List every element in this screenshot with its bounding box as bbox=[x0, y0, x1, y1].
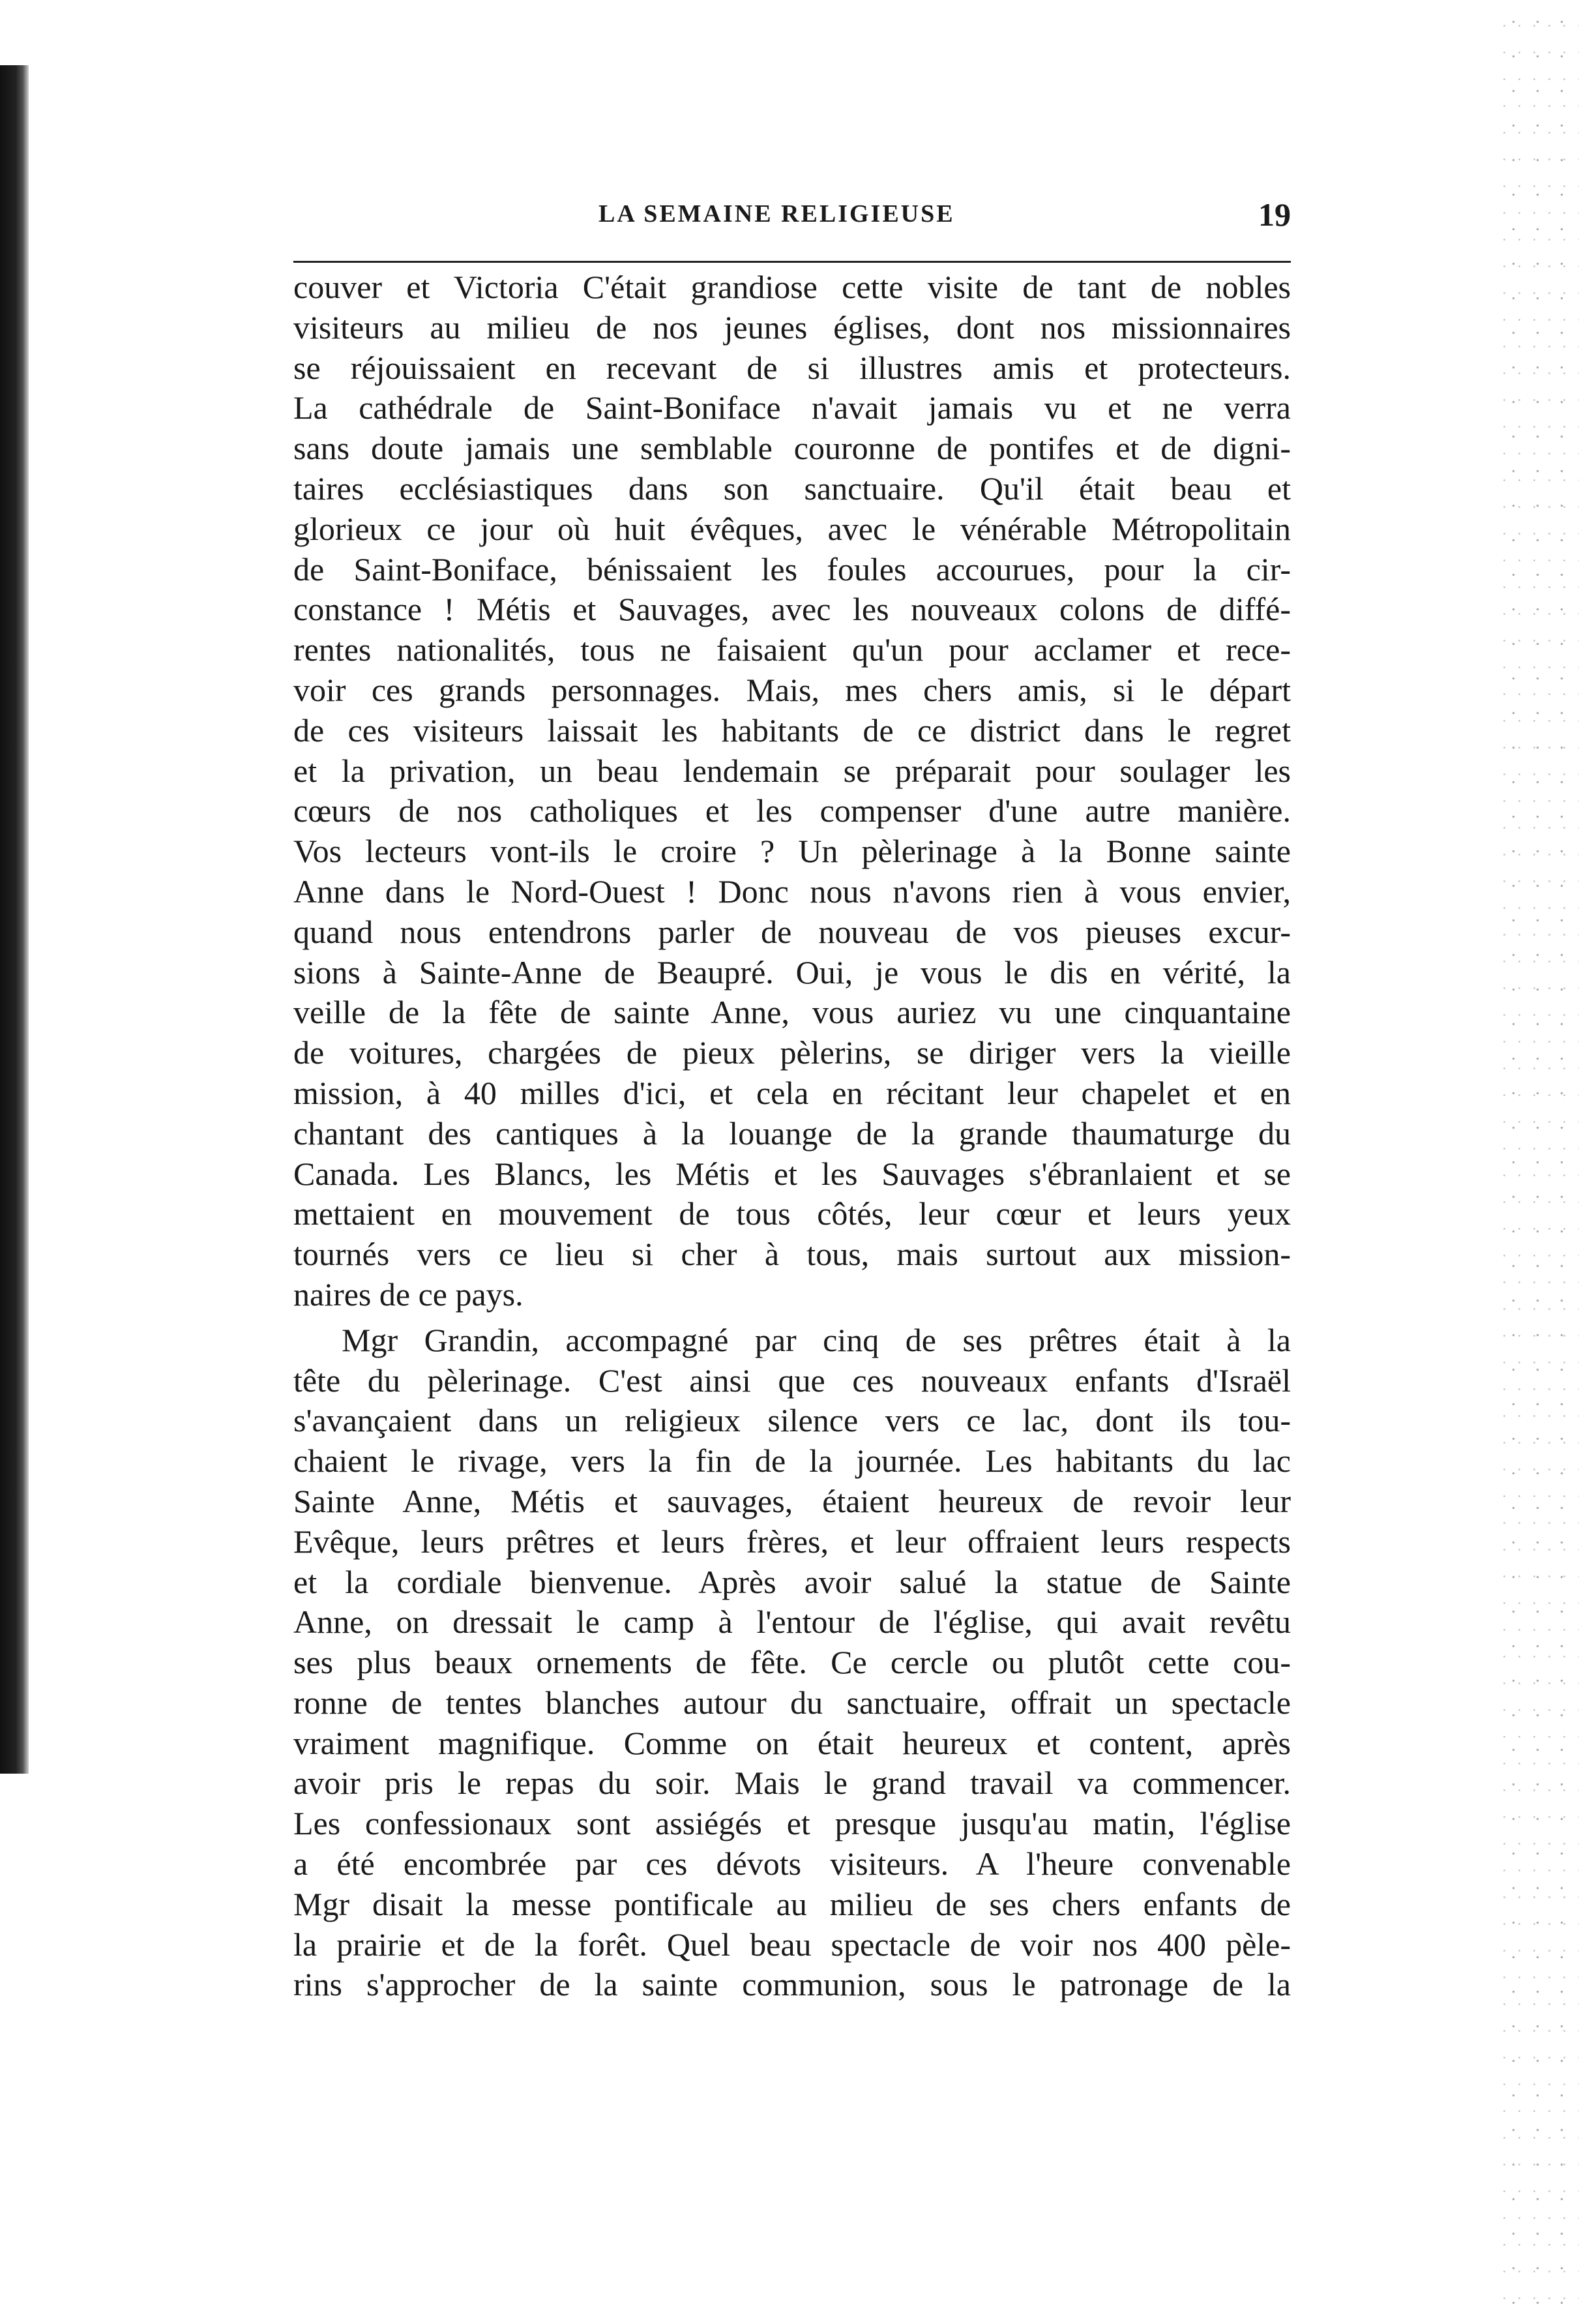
page-edge-speckles bbox=[1494, 0, 1579, 2324]
text-line: de voitures, chargées de pieux pèlerins, se diriger vers la vieille bbox=[293, 1034, 1291, 1071]
text-line: se réjouissaient en recevant de si illustres amis et protecteurs. bbox=[293, 349, 1291, 386]
text-line: Les confessionaux sont assiégés et presque jusqu'au matin, l'église bbox=[293, 1805, 1291, 1842]
header-rule bbox=[293, 261, 1291, 263]
text-line: vraiment magnifique. Comme on était heureux et content, après bbox=[293, 1724, 1291, 1761]
text-line: Anne dans le Nord-Ouest ! Donc nous n'avons rien à vous envier, bbox=[293, 872, 1291, 910]
text-line: et la cordiale bienvenue. Après avoir salué la statue de Sainte bbox=[293, 1563, 1291, 1600]
text-line: La cathédrale de Saint-Boniface n'avait jamais vu et ne verra bbox=[293, 389, 1291, 426]
text-line: veille de la fête de sainte Anne, vous auriez vu une cinquantaine bbox=[293, 994, 1291, 1031]
text-line: Mgr Grandin, accompagné par cinq de ses prêtres était à la bbox=[342, 1321, 1291, 1358]
page-header bbox=[293, 196, 1291, 239]
text-line: s'avançaient dans un religieux silence vers ce lac, dont ils tou- bbox=[293, 1402, 1291, 1439]
text-line: glorieux ce jour où huit évêques, avec le vénérable Métropolitain bbox=[293, 510, 1291, 547]
page-number: 19 bbox=[1258, 196, 1291, 233]
text-line: voir ces grands personnages. Mais, mes chers amis, si le départ bbox=[293, 671, 1291, 708]
text-line: Canada. Les Blancs, les Métis et les Sauvages s'ébranlaient et se bbox=[293, 1155, 1291, 1192]
text-line: tête du pèlerinage. C'est ainsi que ces nouveaux enfants d'Israël bbox=[293, 1362, 1291, 1399]
text-line: quand nous entendrons parler de nouveau de vos pieuses excur- bbox=[293, 913, 1291, 950]
text-line: ses plus beaux ornements de fête. Ce cercle ou plutôt cette cou- bbox=[293, 1644, 1291, 1681]
text-line: constance ! Métis et Sauvages, avec les nouveaux colons de diffé- bbox=[293, 591, 1291, 628]
text-line: taires ecclésiastiques dans son sanctuaire. Qu'il était beau et bbox=[293, 469, 1291, 507]
text-line: mettaient en mouvement de tous côtés, leur cœur et leurs yeux bbox=[293, 1195, 1291, 1232]
text-line: naires de ce pays. bbox=[293, 1275, 524, 1313]
text-line: de Saint-Boniface, bénissaient les foules accourues, pour la cir- bbox=[293, 550, 1291, 588]
text-line: la prairie et de la forêt. Quel beau spectacle de voir nos 400 pèle- bbox=[293, 1926, 1291, 1963]
text-line: chantant des cantiques à la louange de la grande thaumaturge du bbox=[293, 1114, 1291, 1152]
text-line: de ces visiteurs laissait les habitants de ce district dans le regret bbox=[293, 711, 1291, 749]
text-line: a été encombrée par ces dévots visiteurs. A l'heure convenable bbox=[293, 1845, 1291, 1883]
text-line: couver et Victoria C'était grandiose cette visite de tant de nobles bbox=[293, 269, 1291, 305]
running-title: LA SEMAINE RELIGIEUSE bbox=[598, 200, 955, 228]
text-line: Mgr disait la messe pontificale au milieu de ses chers enfants de bbox=[293, 1885, 1291, 1922]
text-line: chaient le rivage, vers la fin de la journée. Les habitants du lac bbox=[293, 1442, 1291, 1480]
text-line: avoir pris le repas du soir. Mais le grand travail va commencer. bbox=[293, 1765, 1291, 1802]
paragraph-gap bbox=[293, 1315, 1291, 1320]
paragraph-1 bbox=[293, 267, 1291, 1315]
text-line: mission, à 40 milles d'ici, et cela en récitant leur chapelet et en bbox=[293, 1074, 1291, 1111]
article-body bbox=[293, 267, 1291, 2005]
text-line: Sainte Anne, Métis et sauvages, étaient heureux de revoir leur bbox=[293, 1482, 1291, 1519]
paragraph-2 bbox=[293, 1320, 1291, 2006]
text-line: rins s'approcher de la sainte communion, sous le patronage de la bbox=[293, 1966, 1291, 2003]
text-line: ronne de tentes blanches autour du sanctuaire, offrait un spectacle bbox=[293, 1684, 1291, 1721]
text-line: tournés vers ce lieu si cher à tous, mais surtout aux mission- bbox=[293, 1236, 1291, 1273]
text-line: Anne, on dressait le camp à l'entour de l'église, qui avait revêtu bbox=[293, 1603, 1291, 1641]
text-line: cœurs de nos catholiques et les compenser d'une autre manière. bbox=[293, 792, 1291, 829]
text-line: et la privation, un beau lendemain se préparait pour soulager les bbox=[293, 752, 1291, 789]
text-line: visiteurs au milieu de nos jeunes églises, dont nos missionnaires bbox=[293, 308, 1291, 346]
text-line: Vos lecteurs vont-ils le croire ? Un pèlerinage à la Bonne sainte bbox=[293, 833, 1291, 870]
text-line: Evêque, leurs prêtres et leurs frères, et leur offraient leurs respects bbox=[293, 1523, 1291, 1560]
text-line: rentes nationalités, tous ne faisaient qu'un pour acclamer et rece- bbox=[293, 631, 1291, 668]
text-line: sions à Sainte-Anne de Beaupré. Oui, je vous le dis en vérité, la bbox=[293, 953, 1291, 991]
text-line: sans doute jamais une semblable couronne de pontifes et de digni- bbox=[293, 430, 1291, 467]
binding-edge bbox=[0, 65, 29, 1774]
